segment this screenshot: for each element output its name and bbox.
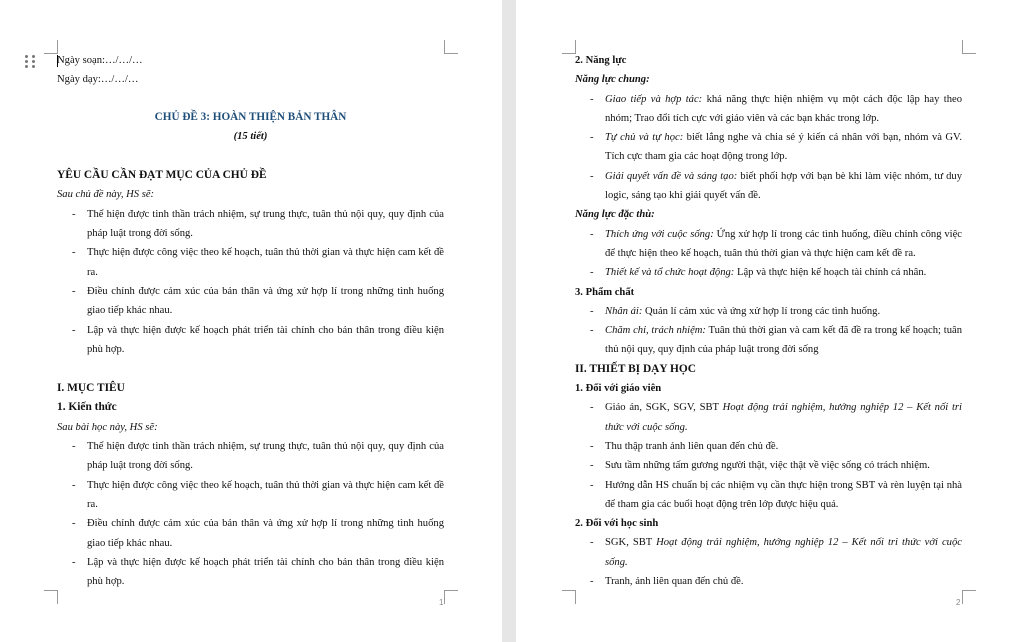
- item-text: Giáo án, SGK, SGV, SBT: [605, 402, 723, 414]
- list-item: - Thể hiện được tinh thần trách nhiệm, sự trung thực, tuân thủ nội quy, quy định của pháp luật trong đời sống.: [57, 437, 444, 476]
- crop-mark-bottom-right: [444, 590, 458, 604]
- topic-title: CHỦ ĐỀ 3: HOÀN THIỆN BẢN THÂN: [154, 110, 347, 123]
- student-list: [575, 533, 962, 591]
- page-1-body[interactable]: [57, 51, 444, 591]
- book-title: Hoạt động trải nghiệm, hướng nghiệp 12 – Kết nối tri thức với cuộc sống.: [605, 402, 962, 433]
- item-text: Tuân thủ thời gian và cam kết đã đề ra trong kế hoạch; tuân thủ nội quy, quy định của pháp luật trong đời sống: [605, 325, 962, 356]
- list-item: [575, 398, 962, 437]
- list-item: [575, 167, 962, 206]
- page-number: 1: [439, 598, 444, 607]
- teacher-list: [575, 398, 962, 514]
- crop-mark-bottom-right: [962, 590, 976, 604]
- list-item: - Thực hiện được công việc theo kế hoạch, tuân thủ thời gian và thực hiện cam kết đề ra.: [57, 476, 444, 515]
- list-item: - Lập và thực hiện được kế hoạch phát triển tài chính cho bản thân trong điều kiện phù hợp.: [57, 321, 444, 360]
- item-label: Giao tiếp và hợp tác:: [605, 93, 703, 105]
- knowledge-heading: 1. Kiến thức: [57, 401, 117, 414]
- equipment-heading: II. THIẾT BỊ DẠY HỌC: [575, 362, 697, 375]
- specific-ability-heading: Năng lực đặc thù:: [575, 209, 655, 221]
- item-text: biết phối hợp với bạn bè khi làm việc nhóm, tư duy logic, sáng tạo khi giải quyết vấn đề.: [605, 170, 962, 202]
- crop-mark-top-right: [962, 40, 976, 54]
- list-item: [575, 533, 962, 572]
- list-item: - Điều chỉnh được cảm xúc của bản thân và ứng xử hợp lí trong những tình huống giao tiếp khác nhau.: [57, 282, 444, 321]
- list-item: - Lập và thực hiện được kế hoạch phát triển tài chính cho bản thân trong điều kiện phù hợp.: [57, 553, 444, 592]
- student-heading: 2. Đối với học sinh: [575, 518, 659, 530]
- list-item: [575, 263, 962, 282]
- list-item: - Tranh, ảnh liên quan đến chủ đề.: [575, 572, 962, 591]
- list-item: - Điều chỉnh được cảm xúc của bản thân và ứng xử hợp lí trong những tình huống giao tiếp khác nhau.: [57, 514, 444, 553]
- crop-mark-top-left: [562, 40, 576, 54]
- list-item: [575, 321, 962, 360]
- general-ability-heading: Năng lực chung:: [575, 74, 650, 86]
- item-label: Giải quyết vấn đề và sáng tạo:: [605, 170, 738, 182]
- requirements-list: [57, 205, 444, 359]
- date-taught: Ngày dạy:…/…/…: [57, 74, 139, 86]
- knowledge-list: [57, 437, 444, 591]
- ability-heading: 2. Năng lực: [575, 55, 627, 66]
- list-item: - Thu thập tranh ảnh liên quan đến chủ đề.: [575, 437, 962, 456]
- knowledge-intro: Sau bài học này, HS sẽ:: [57, 421, 158, 433]
- requirements-heading: YÊU CẦU CẦN ĐẠT MỤC CỦA CHỦ ĐỀ: [57, 169, 267, 182]
- teacher-heading: 1. Đối với giáo viên: [575, 383, 662, 395]
- list-item: - Thực hiện được công việc theo kế hoạch, tuân thủ thời gian và thực hiện cam kết đề ra.: [57, 243, 444, 282]
- crop-mark-bottom-left: [562, 590, 576, 604]
- specific-ability-list: [575, 225, 962, 283]
- requirements-intro: Sau chủ đề này, HS sẽ:: [57, 189, 155, 201]
- list-item: - Thể hiện được tinh thần trách nhiệm, sự trung thực, tuân thủ nội quy, quy định của pháp luật trong đời sống.: [57, 205, 444, 244]
- book-title: Hoạt động trải nghiệm, hướng nghiệp 12 – Kết nối tri thức với cuộc sống.: [605, 537, 962, 568]
- item-text: biết lắng nghe và chia sẻ ý kiến cá nhân với bạn, nhóm và GV. Tích cực tham gia các hoạt động trong lớp.: [605, 132, 962, 163]
- page-number: 2: [956, 598, 961, 607]
- list-item: [575, 128, 962, 167]
- page-2-body[interactable]: [575, 51, 962, 591]
- list-item: [575, 302, 962, 321]
- item-text: SGK, SBT: [605, 537, 657, 549]
- item-text: khả năng thực hiện nhiệm vụ một cách độc lập hay theo nhóm; Trao đổi tích cực với giáo viên và các bạn khác trong lớp.: [605, 93, 963, 124]
- crop-mark-top-left: [44, 40, 58, 54]
- quality-heading: 3. Phẩm chất: [575, 286, 635, 298]
- item-text: Quản lí cảm xúc và ứng xử hợp lí trong các tình huống.: [642, 305, 881, 317]
- document-page-1: [0, 0, 502, 642]
- crop-mark-top-right: [444, 40, 458, 54]
- list-item: - Sưu tầm những tấm gương người thật, việc thật về việc sống có trách nhiệm.: [575, 456, 962, 475]
- general-ability-list: [575, 90, 962, 206]
- list-item: - Hướng dẫn HS chuẩn bị các nhiệm vụ cần thực hiện trong SBT và rèn luyện tại nhà để tham gia các buổi hoạt động trên lớp được hiệu quả.: [575, 476, 962, 515]
- topic-subtitle: (15 tiết): [233, 130, 268, 142]
- item-label: Nhân ái:: [605, 305, 643, 317]
- goals-heading: I. MỤC TIÊU: [57, 382, 125, 395]
- list-item: [575, 225, 962, 264]
- item-text: Lập và thực hiện kế hoạch tài chính cá nhân.: [734, 267, 927, 279]
- item-label: Chăm chỉ, trách nhiệm:: [605, 325, 706, 337]
- item-label: Tự chủ và tự học:: [605, 132, 684, 144]
- quality-list: [575, 302, 962, 360]
- crop-mark-bottom-left: [44, 590, 58, 604]
- date-prepared: Ngày soạn:…/…/…: [57, 55, 143, 66]
- list-item: [575, 90, 962, 129]
- drag-handle-icon[interactable]: [24, 54, 38, 68]
- item-label: Thích ứng với cuộc sống:: [605, 228, 714, 240]
- item-label: Thiết kế và tổ chức hoạt động:: [605, 267, 735, 279]
- item-text: Ứng xử hợp lí trong các tình huống, điều chỉnh công việc để thực hiện theo kế hoạch, tuân thủ thời gian và thực hiện cam kết đề ra.: [605, 228, 962, 259]
